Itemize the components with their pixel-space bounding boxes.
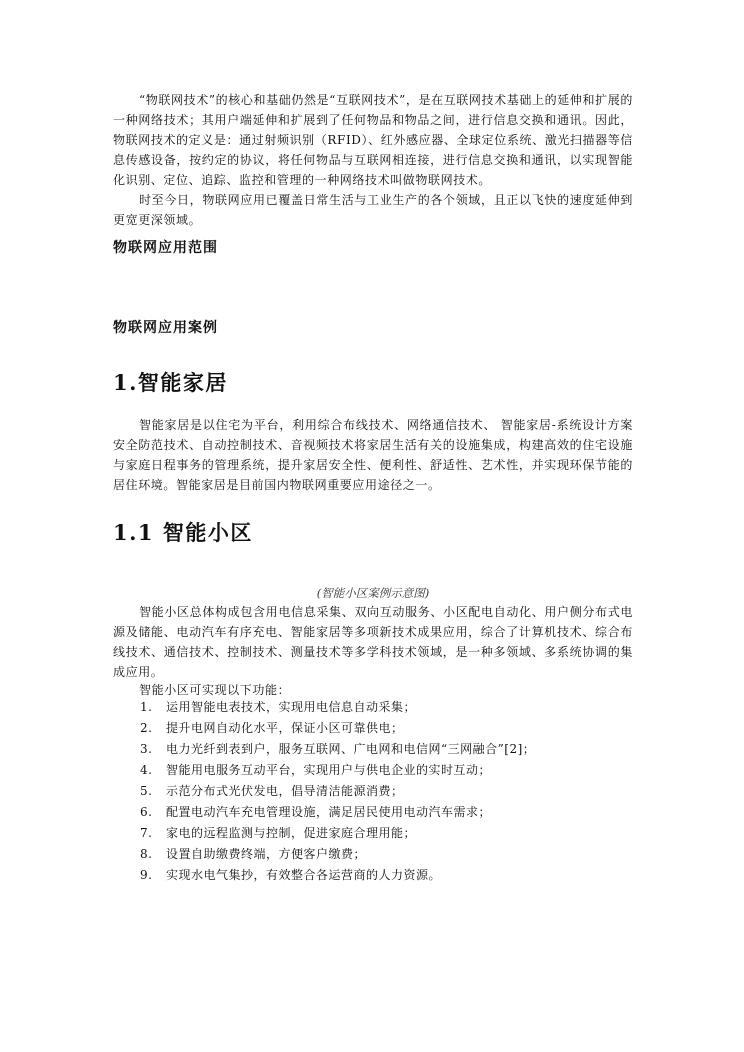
list-item: 6. 配置电动汽车充电管理设施，满足居民使用电动汽车需求； xyxy=(140,805,492,819)
list-item: 8. 设置自助缴费终端，方便客户缴费； xyxy=(140,847,367,861)
heading-scope: 物联网应用范围 xyxy=(113,240,218,256)
list-item: 2. 提升电网自动化水平，保证小区可靠供电； xyxy=(140,721,404,735)
intro-paragraph: “物联网技术”的核心和基础仍然是“互联网技术”，是在互联网技术基础上的延伸和扩展的一种网络技术；其用户端延伸和扩展到了任何物品和物品之间，进行信息交换和通讯。因此，物联网技术的定义是：通过射频识别（RFID）、红外感应器、全球定位系统、激光扫描器等信息传感设备，按约定的协议，将任何物品与互联网相连接，进行信息交换和通讯，以实现智能化识别、定位、追踪、监控和管理的一种网络技术叫做物联网技术。 xyxy=(113,93,633,187)
list-item: 5. 示范分布式光伏发电，倡导清洁能源消费； xyxy=(140,784,404,798)
list-item: 3. 电力光纤到表到户，服务互联网、广电网和电信网“三网融合”[2]； xyxy=(140,742,536,756)
heading-cases: 物联网应用案例 xyxy=(113,320,218,336)
functions-intro: 智能小区可实现以下功能： xyxy=(139,683,291,697)
list-item: 9. 实现水电气集抄，有效整合各运营商的人力资源。 xyxy=(140,868,442,882)
today-paragraph: 时至今日，物联网应用已覆盖日常生活与工业生产的各个领域，且正以飞快的速度延伸到更宽更深领域。 xyxy=(113,193,633,227)
list-item: 4. 智能用电服务互动平台，实现用户与供电企业的实时互动； xyxy=(140,763,492,777)
community-paragraph: 智能小区总体构成包含用电信息采集、双向互动服务、小区配电自动化、用户侧分布式电源及储能、电动汽车有序充电、智能家居等多项新技术成果应用，综合了计算机技术、综合布线技术、通信技术、控制技术、测量技术等多学科技术领域，是一种多领域、多系统协调的集成应用。 xyxy=(113,605,633,679)
smart-home-paragraph: 智能家居是以住宅为平台，利用综合布线技术、网络通信技术、 智能家居-系统设计方案安全防范技术、自动控制技术、音视频技术将家居生活有关的设施集成，构建高效的住宅设施与家庭日程事务的管理系统，提升家居安全性、便利性、舒适性、艺术性，并实现环保节能的居住环境。智能家居是目前国内物联网重要应用途径之一。 xyxy=(113,418,633,492)
functions-list xyxy=(140,697,535,886)
list-item: 7. 家电的远程监测与控制，促进家庭合理用能； xyxy=(140,826,417,840)
heading-smart-community: 1.1 智能小区 xyxy=(113,520,253,545)
figure-caption: (智能小区案例示意图) xyxy=(316,586,430,600)
heading-smart-home: 1.智能家居 xyxy=(113,370,228,395)
list-item: 1. 运用智能电表技术，实现用电信息自动采集； xyxy=(140,700,417,714)
